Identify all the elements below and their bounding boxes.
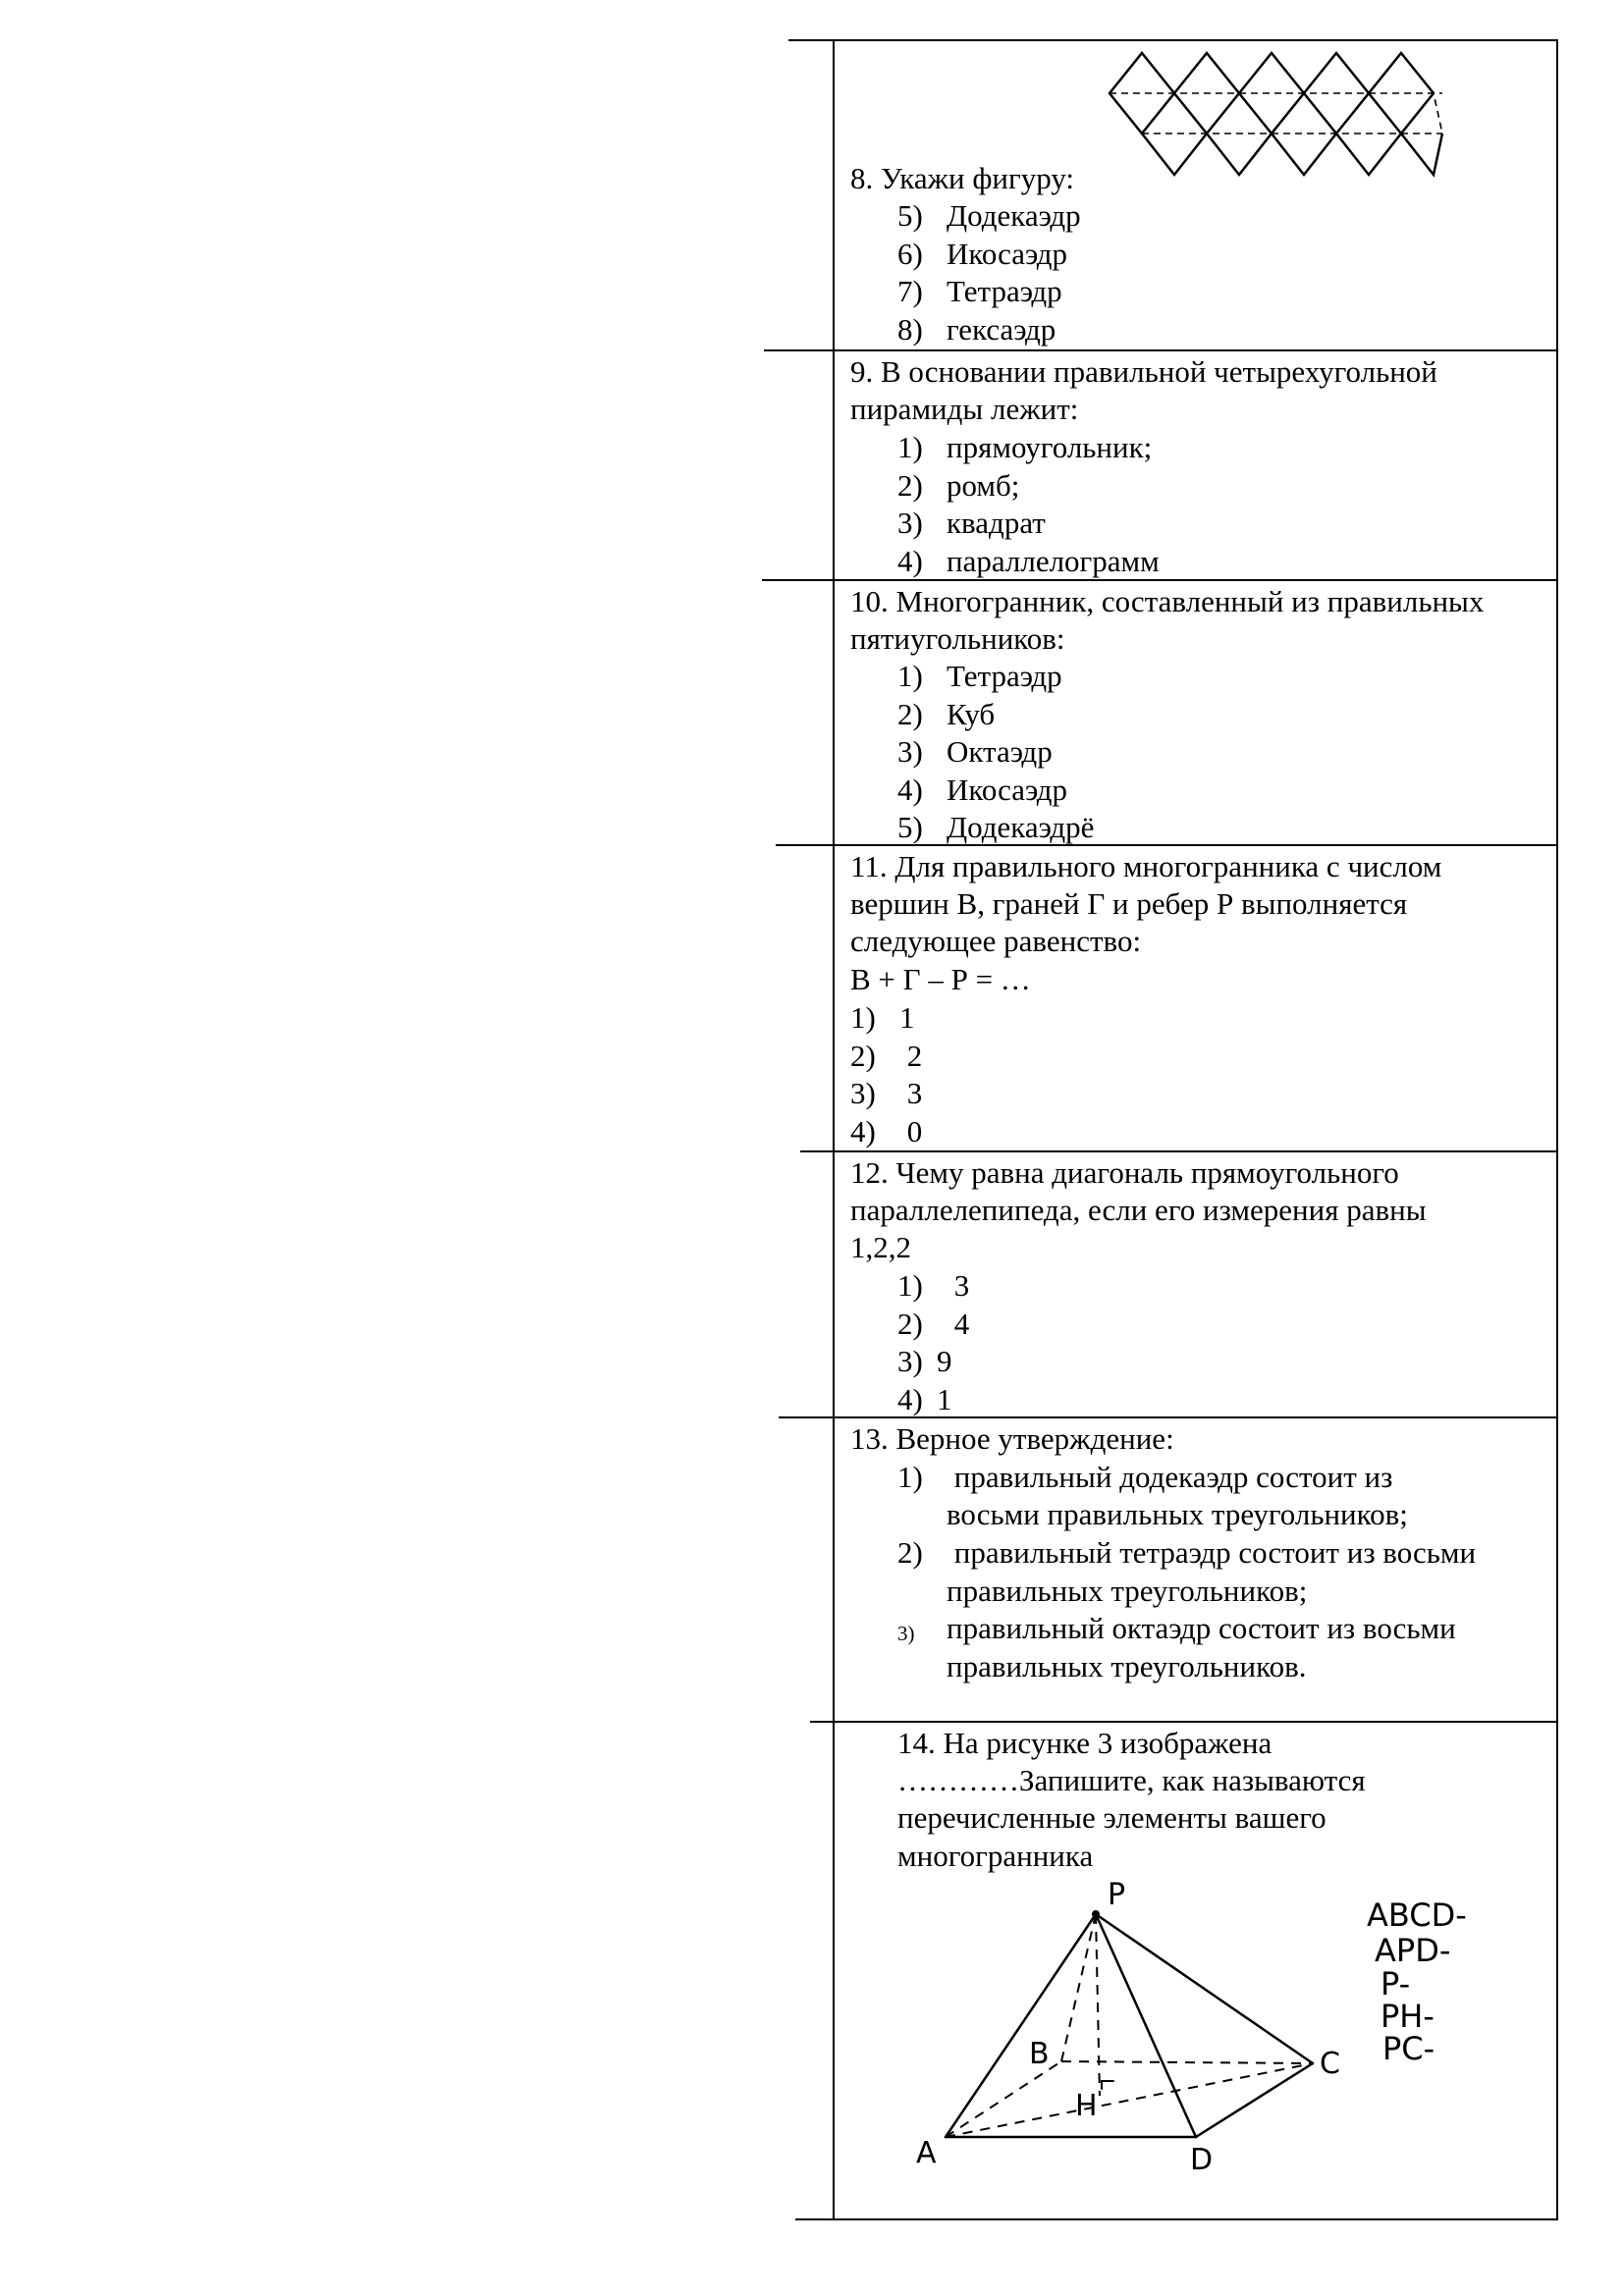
q8-option[interactable]: 6) Икосаэдр <box>897 236 1068 271</box>
q11-question-line1: 11. Для правильного многогранника с числом <box>850 849 1442 883</box>
q9-option[interactable]: 1) прямоугольник; <box>897 430 1153 464</box>
q13-option-line2: правильных треугольников; <box>947 1574 1308 1608</box>
q9-option[interactable]: 4) параллелограмм <box>897 543 1160 578</box>
q12-question-line3: 1,2,2 <box>850 1230 911 1264</box>
q9-question-line2: пирамиды лежит: <box>850 392 1079 426</box>
handwritten-note: PC- <box>1382 2030 1435 2067</box>
edge-AC <box>946 2063 1313 2137</box>
q10-option[interactable]: 2) Куб <box>897 696 996 731</box>
q11-option[interactable]: 3) 3 <box>850 1076 923 1110</box>
q11-option[interactable]: 2) 2 <box>850 1038 923 1073</box>
q10-option[interactable]: 5) Додекаэдрё <box>897 810 1095 844</box>
handwritten-note: ABCD- <box>1367 1896 1467 1934</box>
q12-option[interactable]: 3) 9 <box>897 1344 952 1378</box>
q9-option[interactable]: 2) ромб; <box>897 467 1020 503</box>
q12-question-line1: 12. Чему равна диагональ прямоугольного <box>850 1155 1399 1190</box>
right-angle-mark <box>1102 2081 1113 2089</box>
q10-question-line2: пятиугольников: <box>850 621 1065 656</box>
q8-option[interactable]: 5) Додекаэдр <box>897 198 1081 233</box>
label-D: D <box>1190 2143 1214 2177</box>
label-C: C <box>1320 2047 1340 2081</box>
q13-option-num: 1) <box>897 1460 923 1494</box>
label-H: H <box>1075 2089 1098 2123</box>
q11-option[interactable]: 4) 0 <box>850 1113 923 1148</box>
q13-option-num: 2) <box>897 1535 923 1570</box>
height-PH <box>1096 1914 1100 2096</box>
q10-option[interactable]: 1) Тетраэдр <box>897 659 1062 693</box>
q13-option-line2: восьми правильных треугольников; <box>947 1497 1408 1531</box>
q14-question-line4: многогранника <box>897 1839 1094 1873</box>
edge-PB <box>1061 1914 1096 2061</box>
q9-question-line1: 9. В основании правильной четырехугольной <box>850 354 1437 389</box>
q12-question-line2: параллелепипеда, если его измерения равны <box>850 1193 1427 1227</box>
q13-option-num: 3) <box>897 1622 915 1645</box>
q13-option-line1: правильный тетраэдр состоит из восьми <box>947 1535 1477 1570</box>
handwritten-notes <box>1367 1896 1467 2067</box>
q10-option[interactable]: 4) Икосаэдр <box>897 772 1068 807</box>
q10-option[interactable]: 3) Октаэдр <box>897 734 1053 769</box>
q13-title: 13. Верное утверждение: <box>850 1421 1174 1456</box>
edge-DC <box>1196 2063 1313 2137</box>
q10-question-line1: 10. Многогранник, составленный из правильных <box>850 584 1485 618</box>
handwritten-note: PH- <box>1380 1998 1435 2035</box>
q9-option[interactable]: 3) квадрат <box>897 506 1046 540</box>
q14-question-line3: перечисленные элементы вашего <box>897 1800 1326 1835</box>
q11-option[interactable]: 1) 1 <box>850 1000 915 1035</box>
q13-option-line2: правильных треугольников. <box>947 1649 1307 1683</box>
q8-title: 8. Укажи фигуру: <box>850 161 1075 195</box>
label-B: B <box>1029 2037 1050 2071</box>
handwritten-note: P- <box>1380 1965 1411 2002</box>
handwritten-note: APD- <box>1375 1932 1451 1969</box>
q8-option[interactable]: 8) гексаэдр <box>897 311 1056 347</box>
q11-formula: В + Г – Р = … <box>850 962 1031 996</box>
q12-option[interactable]: 1) 3 <box>897 1268 970 1303</box>
q14-question-line2: …………Запишите, как называются <box>897 1763 1366 1797</box>
apex-point <box>1092 1910 1100 1918</box>
q13-option-line1: правильный октаэдр состоит из восьми <box>947 1611 1456 1645</box>
edge-PA <box>946 1914 1096 2137</box>
q14-question-line1: 14. На рисунке 3 изображена <box>897 1726 1272 1760</box>
q13-option-line1: правильный додекаэдр состоит из <box>947 1460 1393 1494</box>
label-P: P <box>1108 1878 1126 1912</box>
q11-question-line2: вершин В, граней Г и ребер Р выполняется <box>850 886 1408 921</box>
q11-question-line3: следующее равенство: <box>850 924 1142 958</box>
q12-option[interactable]: 2) 4 <box>897 1306 970 1341</box>
q8-option[interactable]: 7) Тетраэдр <box>897 274 1062 308</box>
label-A: A <box>916 2136 937 2170</box>
q12-option[interactable]: 4) 1 <box>897 1381 952 1416</box>
